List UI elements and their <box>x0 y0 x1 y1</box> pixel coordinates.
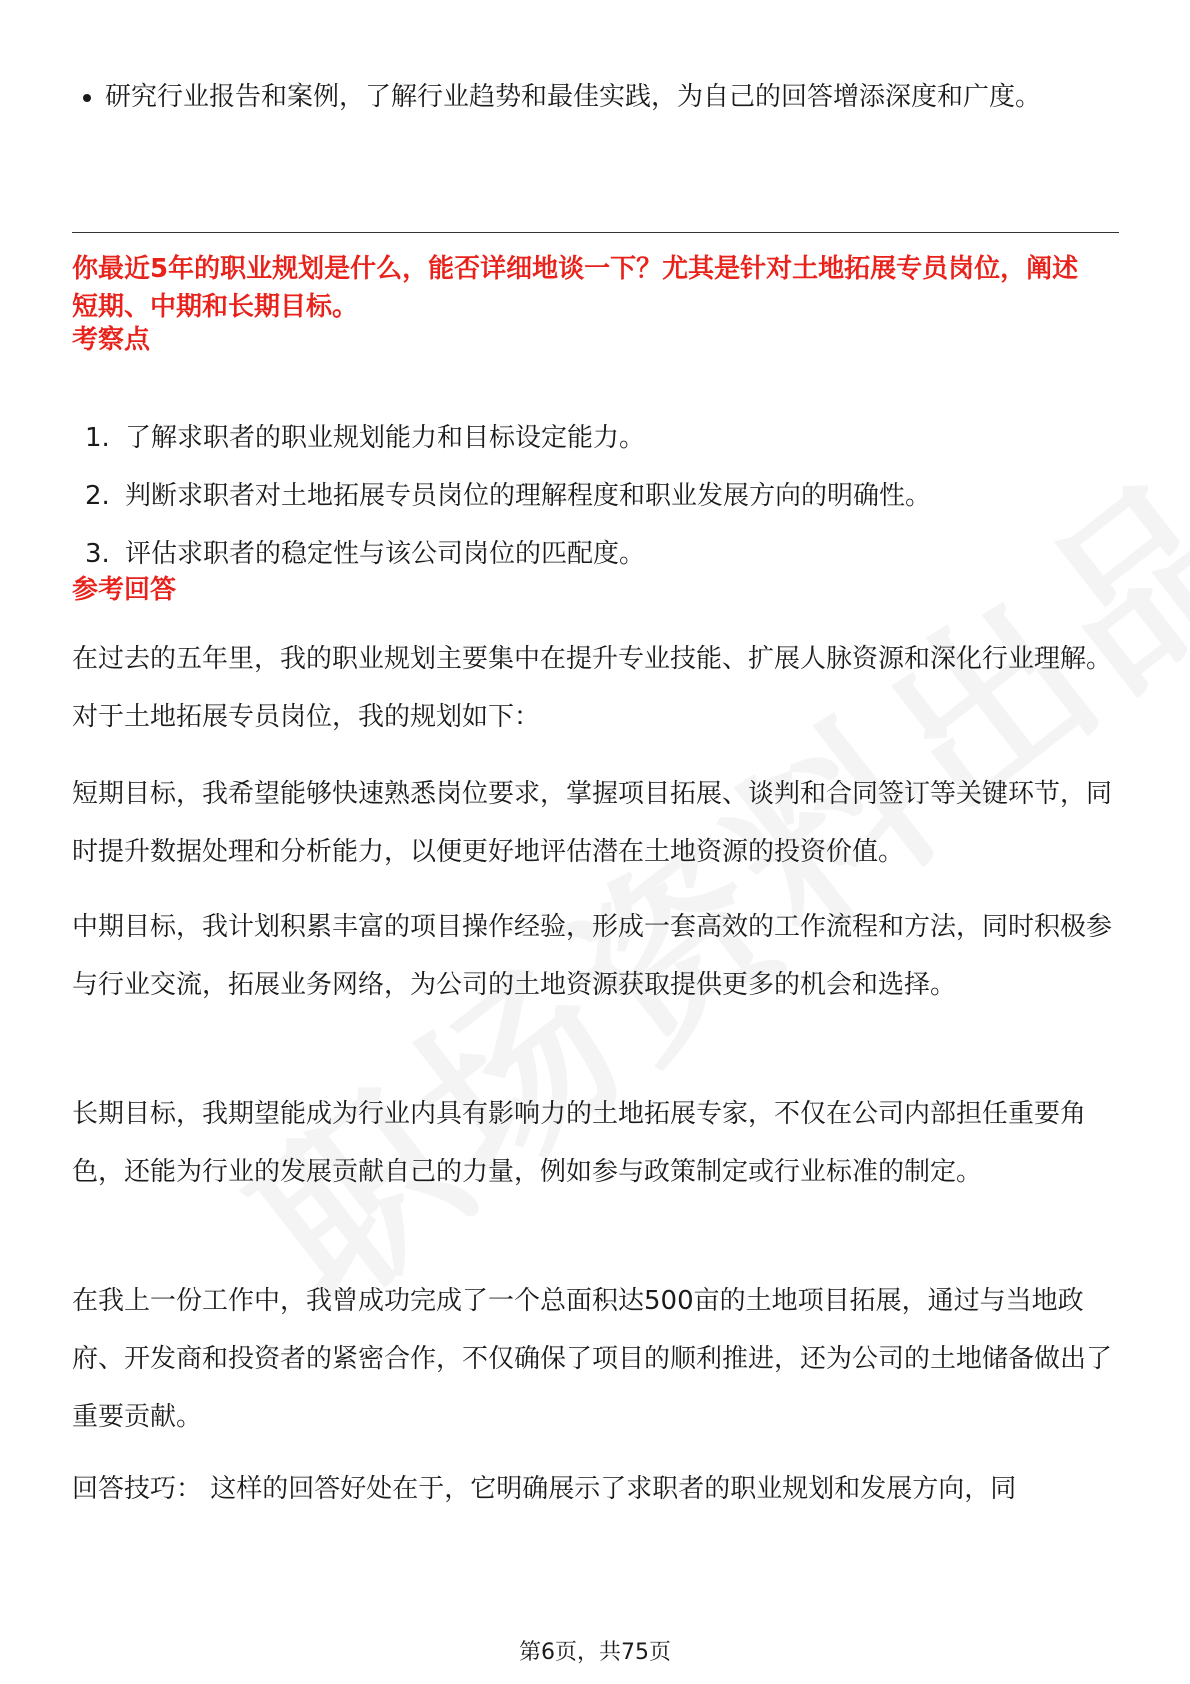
section-divider <box>72 232 1119 233</box>
focus-list-item <box>85 476 1095 534</box>
answer-paragraph: 在我上一份工作中，我曾成功完成了一个总面积达500亩的土地项目拓展，通过与当地政府、开发商和投资者的紧密合作，不仅确保了项目的顺利推进，还为公司的土地储备做出了重要贡献。 <box>72 1286 1113 1432</box>
answer-paragraph: 长期目标，我期望能成为行业内具有影响力的土地拓展专家，不仅在公司内部担任重要角色，还能为行业的发展贡献自己的力量，例如参与政策制定或行业标准的制定。 <box>72 1099 1087 1187</box>
page-number-footer: 第6页，共75页 <box>519 1640 671 1665</box>
focus-item-text: 判断求职者对土地拓展专员岗位的理解程度和职业发展方向的明确性。 <box>125 481 932 511</box>
answer-paragraph: 中期目标，我计划积累丰富的项目操作经验，形成一套高效的工作流程和方法，同时积极参与行业交流，拓展业务网络，为公司的土地资源获取提供更多的机会和选择。 <box>72 912 1113 1000</box>
bullet-list-item <box>105 68 1115 126</box>
focus-item-number: 1. <box>85 423 110 453</box>
focus-list-item <box>85 418 1095 476</box>
focus-item-text: 评估求职者的稳定性与该公司岗位的匹配度。 <box>125 539 646 569</box>
answer-paragraph: 在过去的五年里，我的职业规划主要集中在提升专业技能、扩展人脉资源和深化行业理解。对于土地拓展专员岗位，我的规划如下： <box>72 644 1113 732</box>
focus-item-number: 3. <box>85 539 110 569</box>
focus-list-item <box>85 534 1095 592</box>
answer-heading: 参考回答 <box>72 575 177 605</box>
focus-item-text: 了解求职者的职业规划能力和目标设定能力。 <box>125 423 646 453</box>
answer-paragraph: 短期目标，我希望能够快速熟悉岗位要求，掌握项目拓展、谈判和合同签订等关键环节，同时提升数据处理和分析能力，以便更好地评估潜在土地资源的投资价值。 <box>72 779 1113 867</box>
focus-heading: 考察点 <box>72 325 151 355</box>
answer-tips: 回答技巧： 这样的回答好处在于，它明确展示了求职者的职业规划和发展方向，同 <box>72 1474 1017 1504</box>
focus-list <box>85 418 1095 592</box>
focus-item-number: 2. <box>85 481 110 511</box>
bullet-icon <box>83 94 91 102</box>
question-title: 你最近5年的职业规划是什么，能否详细地谈一下？尤其是针对土地拓展专员岗位，阐述短期、中期和长期目标。 <box>72 254 1079 322</box>
bullet-text: 研究行业报告和案例，了解行业趋势和最佳实践，为自己的回答增添深度和广度。 <box>105 82 1042 112</box>
